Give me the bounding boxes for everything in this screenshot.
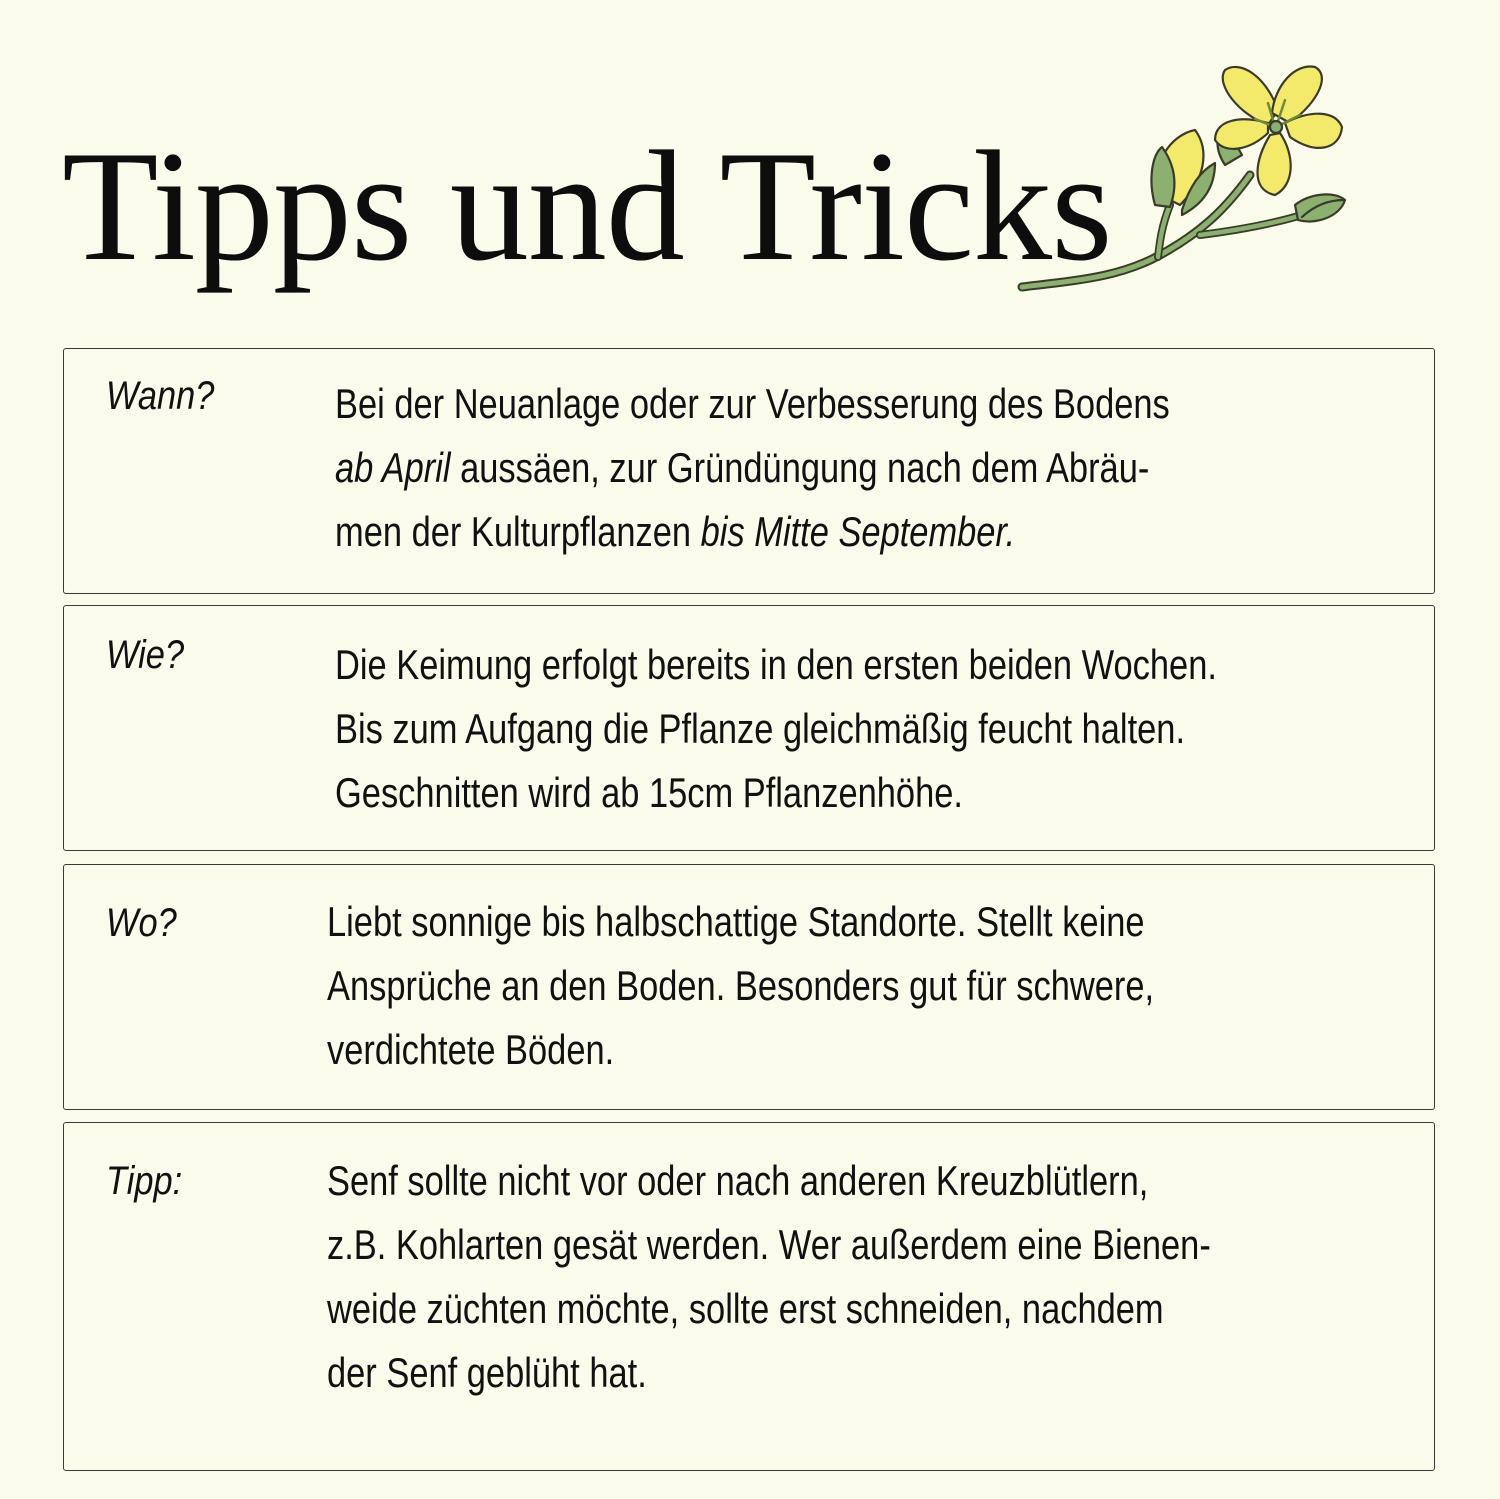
text-line: Bis zum Aufgang die Pflanze gleichmäßig feucht halten. bbox=[335, 705, 1186, 752]
section-label: Wie? bbox=[106, 633, 185, 677]
section-label: Tipp: bbox=[106, 1159, 183, 1203]
text-line: Senf sollte nicht vor oder nach anderen Kreuzblütlern, bbox=[327, 1157, 1149, 1204]
text-line: Liebt sonnige bis halbschattige Standorte. Stellt keine bbox=[327, 898, 1145, 945]
text-line: weide züchten möchte, sollte erst schneiden, nachdem bbox=[327, 1285, 1164, 1332]
text-line: Geschnitten wird ab 15cm Pflanzenhöhe. bbox=[335, 769, 963, 816]
section-label: Wo? bbox=[106, 901, 177, 945]
text-line: Die Keimung erfolgt bereits in den ersten beiden Wochen. bbox=[335, 641, 1217, 688]
section-text bbox=[327, 1149, 1211, 1405]
section-wann bbox=[63, 348, 1435, 594]
mustard-flower-illustration-icon bbox=[1010, 55, 1370, 305]
text-line: Ansprüche an den Boden. Besonders gut für schwere, bbox=[327, 962, 1155, 1009]
page-title: Tipps und Tricks bbox=[62, 119, 1112, 294]
text-line: Bei der Neuanlage oder zur Verbesserung des Bodens bbox=[335, 380, 1170, 427]
text-line: z.B. Kohlarten gesät werden. Wer außerdem eine Bienen- bbox=[327, 1221, 1211, 1268]
text-line: men der Kulturpflanzen bis Mitte September. bbox=[335, 508, 1016, 555]
section-tipp bbox=[63, 1122, 1435, 1471]
section-wie bbox=[63, 605, 1435, 851]
section-wo bbox=[63, 864, 1435, 1110]
text-line: ab April aussäen, zur Gründüngung nach dem Abräu- bbox=[335, 444, 1150, 491]
text-line: der Senf geblüht hat. bbox=[327, 1349, 647, 1396]
text-line: verdichtete Böden. bbox=[327, 1026, 615, 1073]
section-text bbox=[335, 372, 1170, 564]
section-label: Wann? bbox=[106, 374, 215, 418]
section-text bbox=[327, 890, 1154, 1082]
section-text bbox=[335, 633, 1217, 825]
